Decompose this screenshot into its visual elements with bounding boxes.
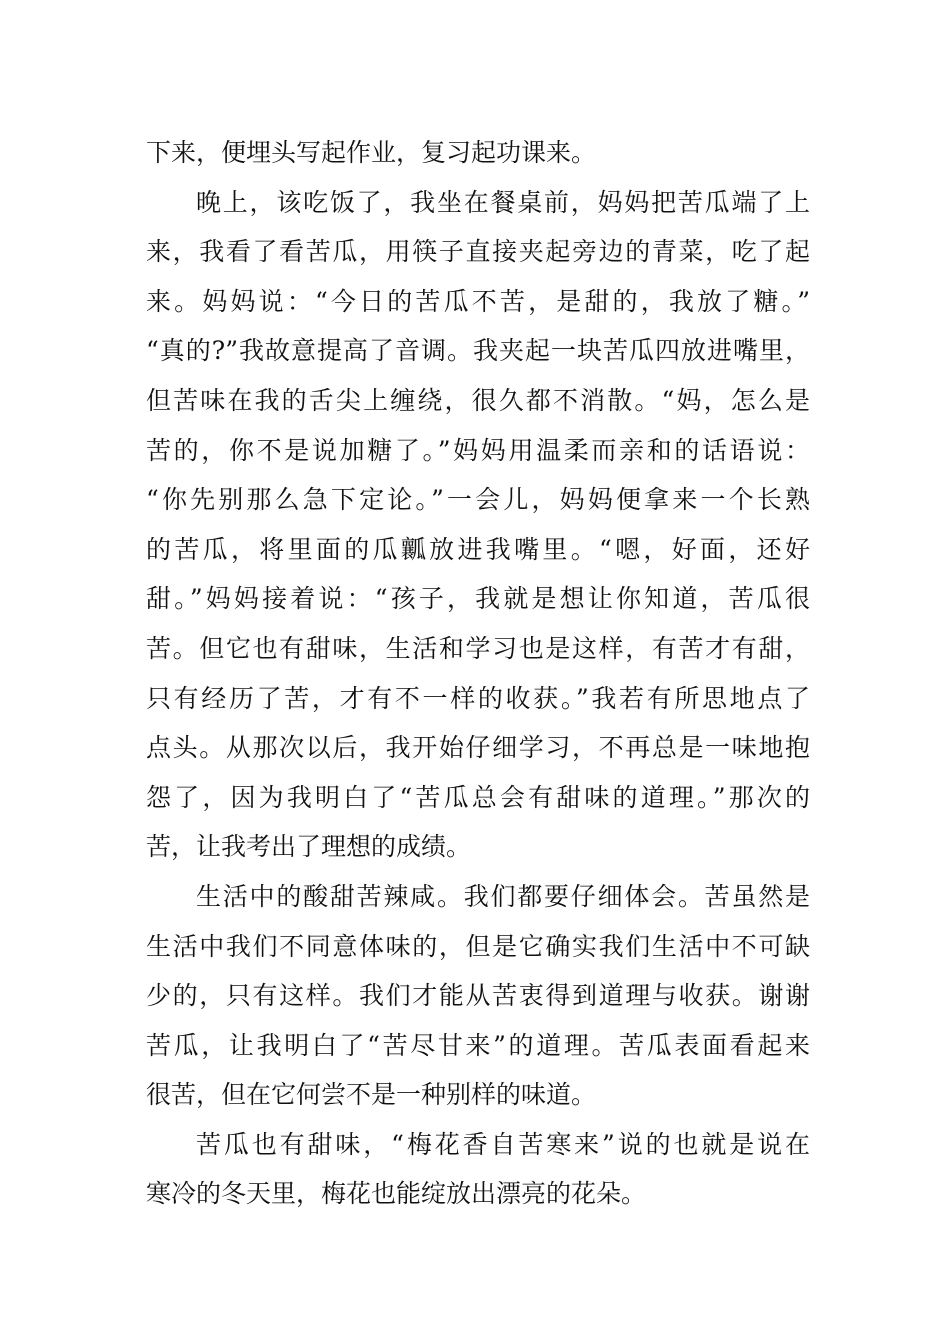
text-line: 来，我看了看苦瓜，用筷子直接夹起旁边的青菜，吃了起 bbox=[146, 237, 810, 267]
text-line: 很苦，但在它何尝不是一种别样的味道。 bbox=[146, 1080, 597, 1110]
text-line: 点头。从那次以后，我开始仔细学习，不再总是一味地抱 bbox=[146, 733, 810, 763]
text-line: 寒冷的冬天里，梅花也能绽放出漂亮的花朵。 bbox=[146, 1179, 647, 1209]
text-line: 怨了，因为我明白了“苦瓜总会有甜味的道理。”那次的 bbox=[146, 782, 810, 812]
text-line: 苦。但它也有甜味，生活和学习也是这样，有苦才有甜， bbox=[146, 633, 810, 663]
paragraph-conclusion bbox=[146, 1120, 810, 1219]
text-line: 甜。”妈妈接着说：“孩子，我就是想让你知道，苦瓜很 bbox=[146, 584, 810, 614]
text-line: 只有经历了苦，才有不一样的收获。”我若有所思地点了 bbox=[146, 683, 810, 713]
text-line: 的苦瓜，将里面的瓜瓤放进我嘴里。“嗯，好面，还好 bbox=[146, 534, 810, 564]
essay-body bbox=[146, 128, 810, 1219]
text-line: “你先别那么急下定论。”一会儿，妈妈便拿来一个长熟 bbox=[146, 485, 810, 515]
text-line: “真的?”我故意提高了音调。我夹起一块苦瓜四放进嘴里， bbox=[146, 336, 810, 366]
text-line: 苦，让我考出了理想的成绩。 bbox=[146, 832, 472, 862]
paragraph-continuation bbox=[146, 128, 810, 178]
paragraph-reflection bbox=[146, 872, 810, 1120]
text-line: 来。妈妈说：“今日的苦瓜不苦，是甜的，我放了糖。” bbox=[146, 286, 810, 316]
text-line: 下来，便埋头写起作业，复习起功课来。 bbox=[146, 138, 597, 167]
text-line: 苦的，你不是说加糖了。”妈妈用温柔而亲和的话语说： bbox=[146, 435, 810, 465]
text-line: 但苦味在我的舌尖上缠绕，很久都不消散。“妈，怎么是 bbox=[146, 385, 810, 415]
paragraph-dinner bbox=[146, 178, 810, 872]
text-line: 晚上，该吃饭了，我坐在餐桌前，妈妈把苦瓜端了上 bbox=[196, 187, 810, 217]
text-line: 生活中我们不同意体味的，但是它确实我们生活中不可缺 bbox=[146, 931, 810, 961]
text-line: 苦瓜也有甜味，“梅花香自苦寒来”说的也就是说在 bbox=[196, 1129, 810, 1159]
text-line: 少的，只有这样。我们才能从苦衷得到道理与收获。谢谢 bbox=[146, 981, 810, 1011]
text-line: 生活中的酸甜苦辣咸。我们都要仔细体会。苦虽然是 bbox=[196, 881, 810, 911]
text-line: 苦瓜，让我明白了“苦尽甘来”的道理。苦瓜表面看起来 bbox=[146, 1030, 810, 1060]
